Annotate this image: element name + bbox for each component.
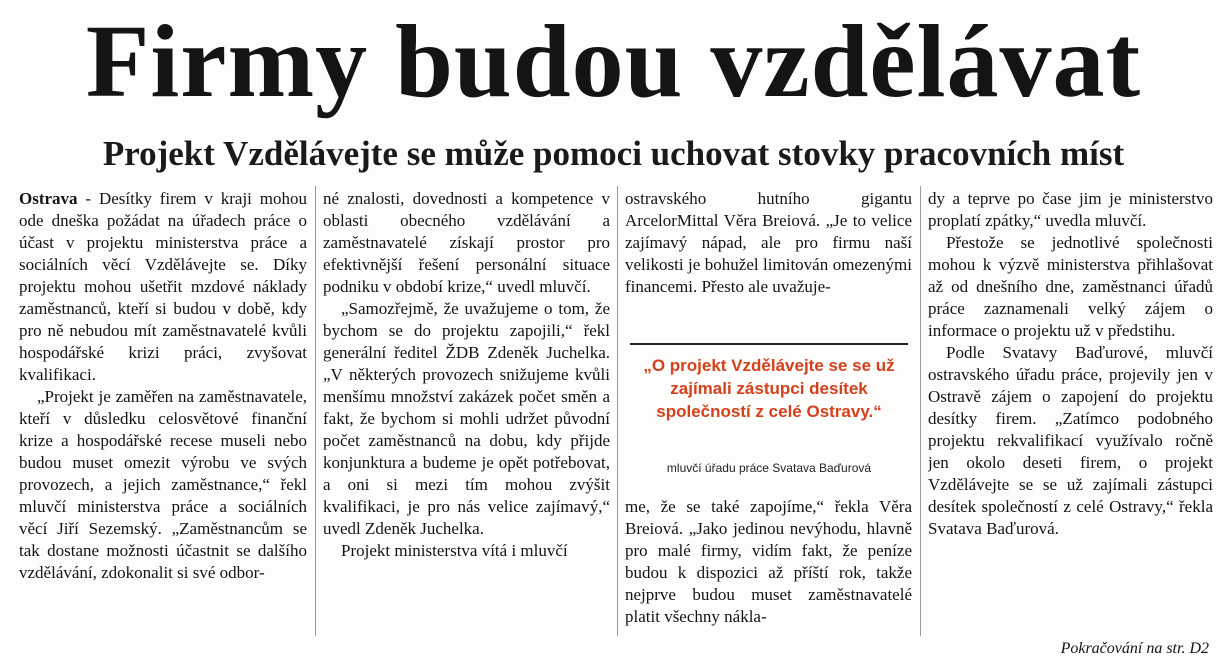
- paragraph: Přestože se jednotlivé společnosti mohou k výzvě ministerstva přihlašovat až od dnešního dne, zaměstnanci úřadů práce zaznamenali velký zájem o informace o projektu už v předstihu.: [928, 233, 1213, 340]
- column-divider: [315, 186, 316, 636]
- paragraph: „Samozřejmě, že uvažujeme o tom, že bychom se do projektu zapojili,“ řekl generální ředitel ŽDB Zdeněk Juchelka. „V některých provozech snižujeme kvůli menšímu množství zakázek počet směn a fakt, že bychom si mohli udržet původní počet zaměstnanců na dobu, kdy přijde konjunktura a budeme je opět potřebovat, a oni si mezi tím mohou zvýšit kvalifikaci, je pro nás velice zajímavý,“ uvedl Zdeněk Juchelka.: [323, 299, 610, 538]
- article-column-1: [19, 188, 307, 638]
- pull-quote: „O projekt Vzdělávejte se se už zajímali zástupci desítek společností z celé Ostravy.“: [643, 356, 895, 421]
- column-divider: [920, 186, 921, 636]
- paragraph: „Projekt je zaměřen na zaměstnavatele, kteří v důsledku celosvětové finanční krize a hospodářské recese museli nebo budou muset omezit výrobu ve svých provozech, a jejich zaměstnance,“ řekl mluvčí ministerstva práce a sociálních věcí Jiří Sezemský. „Zaměstnancům se tak dostane možnosti účastnit se dalšího vzdělávání, zdokonalit si své odbor-: [19, 387, 307, 582]
- article-column-2: [323, 188, 610, 638]
- dateline: Ostrava: [19, 189, 78, 208]
- article-column-3-top: [625, 188, 912, 298]
- pull-quote-credit: mluvčí úřadu práce Svatava Baďurová: [666, 461, 872, 475]
- article-column-4: [928, 188, 1213, 638]
- headline: Firmy budou vzdělávat: [85, 4, 1142, 119]
- paragraph: né znalosti, dovednosti a kompetence v oblasti obecného vzdělávání a zaměstnavatelé získají prostor pro efektivnější řešení personální situace podniku v období krize,“ uvedl mluvčí.: [323, 189, 610, 296]
- article-column-3-bottom: [625, 496, 912, 636]
- column-divider: [617, 186, 618, 636]
- paragraph: Projekt ministerstva vítá i mluvčí: [341, 541, 568, 560]
- paragraph: dy a teprve po čase jim je ministerstvo proplatí zpátky,“ uvedla mluvčí.: [928, 189, 1213, 230]
- paragraph-text: - Desítky firem v kraji mohou ode dneška požádat na úřadech práce o účast v projektu ministerstva práce a sociálních věcí Vzdělávejte se. Díky projektu mohou ušetřit mzdové náklady zaměstnanců, kteří si budou v době, kdy pro ně nebudou mít zaměstnavatelé kvůli hospodářské krizi práci, zvyšovat kvalifikaci.: [19, 189, 307, 384]
- continued-note: Pokračování na str. D2: [1060, 640, 1209, 657]
- paragraph: Podle Svatavy Baďurové, mluvčí ostravského úřadu práce, projevily jen v Ostravě zájem o zapojení do projektu desítky firem. „Zatímco podobného projektu rekvalifikací využívalo ročně jen okolo deseti firem, o projekt Vzdělávejte se se už zajímali zástupci desítek společností z celé Ostravy,“ řekla Svatava Baďurová.: [928, 343, 1213, 538]
- subheadline: Projekt Vzdělávejte se může pomoci uchovat stovky pracovních míst: [102, 134, 1125, 173]
- paragraph: [19, 188, 307, 386]
- pull-quote-rule: [630, 343, 908, 345]
- paragraph: ostravského hutního gigantu ArcelorMittal Věra Breiová. „Je to velice zajímavý nápad, ale pro firmu naší velikosti je bohužel limitován omezenými financemi. Přesto ale uvažuje-: [625, 189, 912, 296]
- paragraph: me, že se také zapojíme,“ řekla Věra Breiová. „Jako jedinou nevýhodu, hlavně pro malé firmy, vidím fakt, že peníze budou k dispozici až příští rok, takže nejprve budou muset zaměstnavatelé platit všechny nákla-: [625, 497, 912, 626]
